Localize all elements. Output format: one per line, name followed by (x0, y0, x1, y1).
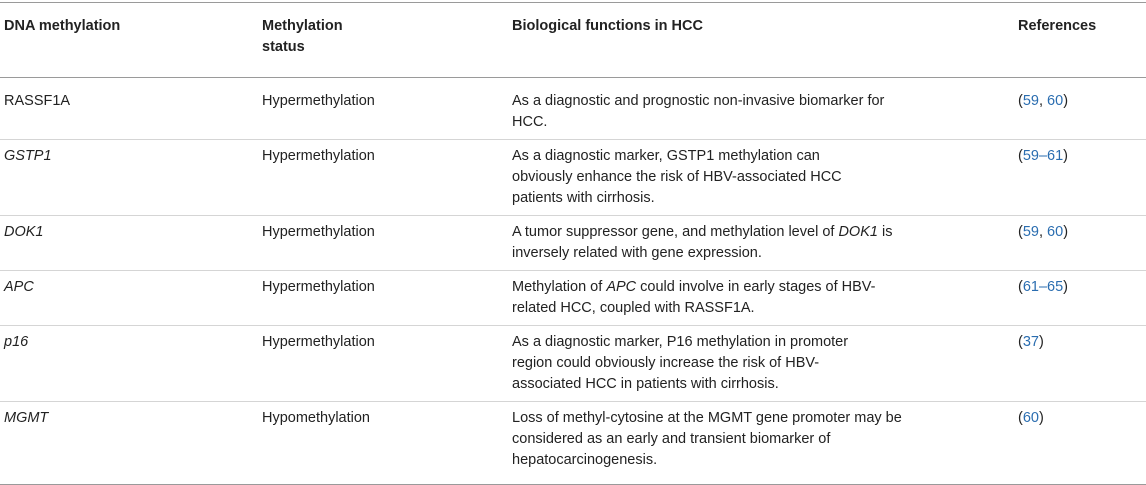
table-row (0, 326, 1146, 402)
methylation-table (0, 2, 1146, 485)
reference-cell (1014, 402, 1146, 485)
reference-link[interactable]: 59–61 (1022, 148, 1064, 164)
gene-cell: RASSF1A (4, 93, 71, 109)
status-cell: Hypermethylation (262, 279, 375, 295)
status-cell: Hypermethylation (262, 224, 375, 240)
table-row (0, 78, 1146, 140)
reference-cell (1014, 271, 1146, 326)
ref-open: ( (1018, 148, 1023, 164)
function-text: As a diagnostic marker, P16 methylation in promoter region could obviously increase the risk of HBV-associated HCC in patients with cirrhosis. (512, 334, 849, 392)
reference-link[interactable]: 37 (1022, 334, 1039, 350)
reference-link[interactable]: 59 (1022, 93, 1039, 109)
reference-link[interactable]: 61–65 (1022, 279, 1064, 295)
function-text: As a diagnostic and prognostic non-invasive biomarker for HCC. (512, 93, 885, 130)
table-body (0, 78, 1146, 485)
reference-link[interactable]: 60 (1047, 93, 1064, 109)
header-methylation-status (258, 3, 508, 78)
function-cell (508, 402, 1014, 485)
ref-close: ) (1063, 93, 1069, 109)
ref-close: ) (1038, 410, 1044, 426)
ref-open: ( (1018, 334, 1023, 350)
function-text: As a diagnostic marker, GSTP1 methylation can obviously enhance the risk of HBV-associated HCC patients with cirrhosis. (512, 148, 842, 206)
function-text-part: Methylation of (512, 279, 607, 295)
gene-cell: GSTP1 (4, 148, 52, 164)
ref-separator: , (1038, 93, 1048, 109)
reference-cell (1014, 216, 1146, 271)
table-row (0, 140, 1146, 216)
header-methylation-status-text: Methylation status (262, 18, 343, 55)
reference-cell (1014, 326, 1146, 402)
ref-open: ( (1018, 93, 1023, 109)
table-row (0, 402, 1146, 485)
function-cell (508, 326, 1014, 402)
function-cell (508, 271, 1014, 326)
function-text-part: is inversely related with gene expression. (512, 224, 893, 261)
ref-close: ) (1063, 148, 1069, 164)
ref-open: ( (1018, 279, 1023, 295)
status-cell: Hypermethylation (262, 334, 375, 350)
function-gene-name: APC (606, 279, 637, 295)
table-row (0, 216, 1146, 271)
reference-cell (1014, 78, 1146, 140)
header-references: References (1018, 18, 1097, 34)
function-text-part: could involve in early stages of HBV-related HCC, coupled with RASSF1A. (512, 279, 876, 316)
reference-link[interactable]: 60 (1047, 224, 1064, 240)
ref-close: ) (1038, 334, 1044, 350)
function-text-part: A tumor suppressor gene, and methylation level of (512, 224, 839, 240)
header-row (0, 3, 1146, 78)
reference-cell (1014, 140, 1146, 216)
function-cell (508, 140, 1014, 216)
function-text (512, 222, 917, 264)
table-header (0, 3, 1146, 78)
header-dna-methylation: DNA methylation (4, 18, 121, 34)
function-gene-name: DOK1 (838, 224, 878, 240)
function-text: Loss of methyl-cytosine at the MGMT gene promoter may be considered as an early and transient biomarker of hepatocarcinogenesis. (512, 410, 902, 468)
reference-link[interactable]: 59 (1022, 224, 1039, 240)
status-cell: Hypomethylation (262, 410, 370, 426)
header-biological-functions: Biological functions in HCC (512, 18, 703, 34)
ref-open: ( (1018, 224, 1023, 240)
function-cell (508, 78, 1014, 140)
function-cell (508, 216, 1014, 271)
gene-cell: MGMT (4, 410, 49, 426)
reference-link[interactable]: 60 (1022, 410, 1039, 426)
ref-close: ) (1063, 279, 1069, 295)
status-cell: Hypermethylation (262, 93, 375, 109)
gene-cell: DOK1 (4, 224, 44, 240)
function-text (512, 277, 882, 319)
gene-cell: p16 (4, 334, 29, 350)
ref-close: ) (1063, 224, 1069, 240)
gene-cell: APC (4, 279, 34, 295)
status-cell: Hypermethylation (262, 148, 375, 164)
ref-open: ( (1018, 410, 1023, 426)
ref-separator: , (1038, 224, 1048, 240)
table-row (0, 271, 1146, 326)
